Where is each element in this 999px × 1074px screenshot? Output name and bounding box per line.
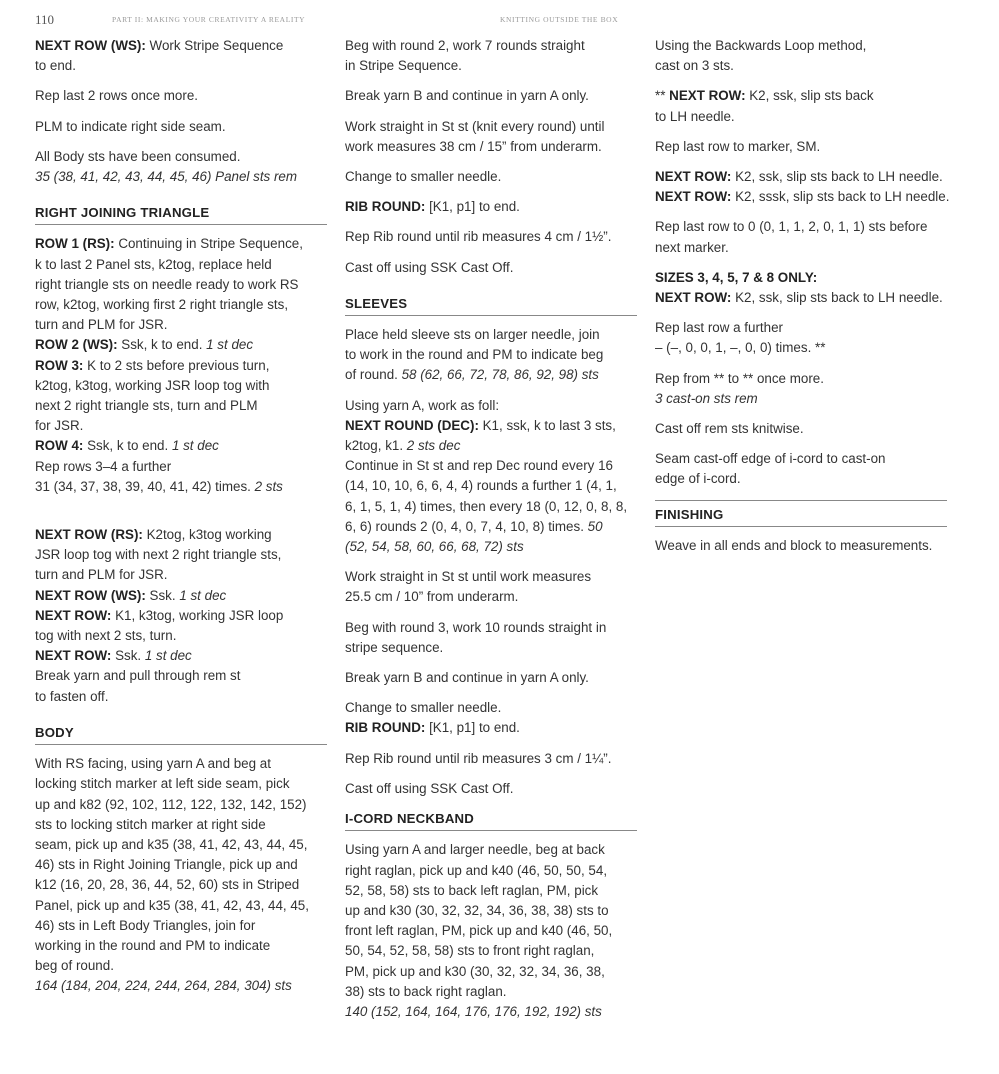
stitch-count: 1 st dec — [179, 587, 227, 603]
text: – (–, 0, 0, 1, –, 0, 0) times. ** — [655, 340, 826, 356]
text: K2, sssk, slip sts back to LH needle. — [731, 189, 950, 205]
paragraph — [655, 137, 947, 157]
section-heading-i-cord-neckband: I-CORD NECKBAND — [345, 809, 637, 831]
text: to fasten off. — [35, 688, 109, 704]
stitch-count: 1 st dec — [144, 648, 192, 664]
text: Cast off using SSK Cast Off. — [345, 780, 514, 796]
text: K1, ssk, k to last 3 sts, — [478, 417, 616, 433]
stitch-count: 58 (62, 66, 72, 78, 86, 92, 98) sts — [401, 367, 599, 383]
paragraph — [345, 840, 637, 1022]
text: ** — [655, 88, 670, 104]
stitch-count: 2 sts dec — [406, 438, 461, 454]
text: Ssk. — [111, 648, 145, 664]
paragraph — [345, 258, 637, 278]
text: Break yarn B and continue in yarn A only. — [345, 670, 589, 686]
text: PLM to indicate right side seam. — [35, 118, 226, 134]
text: 6, 6) rounds 2 (0, 4, 0, 7, 4, 10, 8) times. — [345, 518, 588, 534]
text: work measures 38 cm / 15” from underarm. — [345, 138, 602, 154]
paragraph — [345, 668, 637, 688]
paragraph — [345, 117, 637, 157]
paragraph — [345, 396, 637, 558]
text: Rep Rib round until rib measures 4 cm / 1½”. — [345, 229, 612, 245]
text: Using yarn A, work as foll: — [345, 397, 500, 413]
text: 31 (34, 37, 38, 39, 40, 41, 42) times. — [35, 478, 255, 494]
text: K2, ssk, slip sts back to LH needle. — [731, 169, 943, 185]
column-3 — [655, 36, 950, 566]
instruction-label: RIB ROUND: — [345, 199, 426, 215]
text: right raglan, pick up and k40 (46, 50, 50, 54, — [345, 862, 608, 878]
text: K2tog, k3tog working — [142, 527, 272, 543]
paragraph — [35, 117, 327, 137]
text: Using yarn A and larger needle, beg at back — [345, 842, 605, 858]
paragraph — [35, 754, 327, 996]
column-2 — [345, 36, 637, 1032]
stitch-count: 35 (38, 41, 42, 43, 44, 45, 46) Panel sts rem — [35, 169, 298, 185]
text: sts to locking stitch marker at right side — [35, 816, 266, 832]
text: k2tog, k1. — [345, 438, 407, 454]
stitch-count: 2 sts — [254, 478, 283, 494]
text: All Body sts have been consumed. — [35, 148, 241, 164]
text: 25.5 cm / 10” from underarm. — [345, 589, 519, 605]
text: k12 (16, 20, 28, 36, 44, 52, 60) sts in Striped — [35, 877, 300, 893]
text: Rep last row to marker, SM. — [655, 138, 821, 154]
text: to end. — [35, 58, 76, 74]
text: tog with next 2 sts, turn. — [35, 628, 177, 644]
text: Weave in all ends and block to measurements. — [655, 537, 933, 553]
text: 6, 1, 5, 1, 4) times, then every 18 (0, 12, 0, 8, 8, — [345, 498, 628, 514]
stitch-count: 1 st dec — [171, 438, 219, 454]
text: turn and PLM for JSR. — [35, 317, 168, 333]
paragraph — [655, 419, 947, 439]
paragraph — [35, 36, 327, 76]
text: for JSR. — [35, 418, 84, 434]
text: (14, 10, 10, 6, 6, 4, 4) rounds a further 1 (4, 1, — [345, 478, 617, 494]
text: stripe sequence. — [345, 639, 444, 655]
text: Break yarn B and continue in yarn A only. — [345, 88, 589, 104]
instruction-label: NEXT ROW: — [35, 607, 112, 623]
section-heading-right-joining-triangle: RIGHT JOINING TRIANGLE — [35, 203, 327, 225]
paragraph — [655, 86, 947, 126]
text: cast on 3 sts. — [655, 58, 734, 74]
paragraph — [655, 449, 947, 489]
instruction-label: NEXT ROW: — [655, 290, 732, 306]
instruction-label: NEXT ROW: — [655, 189, 732, 205]
text: [K1, p1] to end. — [425, 720, 520, 736]
text: locking stitch marker at left side seam, pick — [35, 776, 290, 792]
text: next marker. — [655, 239, 729, 255]
text: edge of i-cord. — [655, 471, 741, 487]
stitch-count: 3 cast-on sts rem — [655, 390, 758, 406]
text: Rep Rib round until rib measures 3 cm / 1¼”. — [345, 750, 612, 766]
instruction-label: RIB ROUND: — [345, 720, 426, 736]
text: 50, 54, 52, 58, 58) sts to front right raglan, — [345, 943, 595, 959]
paragraph — [35, 147, 327, 187]
text: of round. — [345, 367, 402, 383]
paragraph — [655, 268, 947, 308]
paragraph — [345, 567, 637, 607]
paragraph — [345, 325, 637, 386]
text: Seam cast-off edge of i-cord to cast-on — [655, 451, 886, 467]
text: JSR loop tog with next 2 right triangle sts, — [35, 547, 282, 563]
text: 46) sts in Right Joining Triangle, pick up and — [35, 857, 298, 873]
instruction-label: NEXT ROW: — [669, 88, 746, 104]
instruction-label: NEXT ROW (WS): — [35, 38, 146, 53]
text: K to 2 sts before previous turn, — [83, 357, 270, 373]
text: PM, pick up and k30 (30, 32, 32, 34, 36, 38, — [345, 963, 605, 979]
text: turn and PLM for JSR. — [35, 567, 168, 583]
section-heading-sleeves: SLEEVES — [345, 294, 637, 316]
stitch-count: 50 — [587, 518, 603, 534]
paragraph — [345, 698, 637, 738]
part-title: PART II: MAKING YOUR CREATIVITY A REALITY — [112, 15, 306, 24]
text: up and k82 (92, 102, 112, 122, 132, 142, 152) — [35, 796, 307, 812]
text: front left raglan, PM, pick up and k40 (46, 50, — [345, 923, 613, 939]
text: in Stripe Sequence. — [345, 58, 462, 74]
text: Cast off rem sts knitwise. — [655, 421, 804, 437]
text: Beg with round 3, work 10 rounds straight in — [345, 619, 607, 635]
section-heading-finishing: FINISHING — [655, 500, 947, 527]
text: beg of round. — [35, 958, 114, 974]
paragraph — [345, 227, 637, 247]
instruction-label: ROW 4: — [35, 438, 84, 454]
text: Work straight in St st until work measures — [345, 569, 592, 585]
text: k to last 2 Panel sts, k2tog, replace held — [35, 256, 272, 272]
text: to LH needle. — [655, 108, 735, 124]
book-title: KNITTING OUTSIDE THE BOX — [500, 15, 619, 24]
text: working in the round and PM to indicate — [35, 937, 271, 953]
text: Break yarn and pull through rem st — [35, 668, 241, 684]
text: seam, pick up and k35 (38, 41, 42, 43, 44, 45, — [35, 836, 308, 852]
text: 38) sts to back right raglan. — [345, 983, 507, 999]
paragraph — [345, 618, 637, 658]
text: Rep last row a further — [655, 320, 784, 336]
stitch-count: 140 (152, 164, 164, 176, 176, 192, 192) sts — [345, 1003, 602, 1019]
section-heading-body: BODY — [35, 723, 327, 745]
paragraph — [345, 749, 637, 769]
text: Panel, pick up and k35 (38, 41, 42, 43, 44, 45, — [35, 897, 309, 913]
text: next 2 right triangle sts, turn and PLM — [35, 398, 258, 414]
stitch-count: 164 (184, 204, 224, 244, 264, 284, 304) sts — [35, 978, 292, 994]
paragraph — [655, 167, 950, 207]
text: Place held sleeve sts on larger needle, join — [345, 327, 600, 343]
paragraph — [345, 167, 637, 187]
text: row, k2tog, working first 2 right triangle sts, — [35, 297, 289, 313]
paragraph — [655, 536, 947, 556]
stitch-count: 1 st dec — [206, 337, 254, 353]
text: Rep last row to 0 (0, 1, 1, 2, 0, 1, 1) sts before — [655, 219, 928, 235]
paragraph — [345, 36, 637, 76]
text: 52, 58, 58) sts to back left raglan, PM, pick — [345, 882, 599, 898]
text: K2, ssk, slip sts back — [745, 88, 874, 104]
paragraph — [35, 525, 327, 707]
sizes-label: SIZES 3, 4, 5, 7 & 8 ONLY: — [655, 269, 818, 285]
text: k2tog, k3tog, working JSR loop tog with — [35, 377, 270, 393]
text: Rep rows 3–4 a further — [35, 458, 172, 474]
paragraph — [345, 197, 637, 217]
running-head — [0, 12, 999, 32]
instruction-label: ROW 3: — [35, 357, 84, 373]
text: Change to smaller needle. — [345, 700, 502, 716]
paragraph — [655, 369, 947, 409]
text: Change to smaller needle. — [345, 169, 502, 185]
text: Ssk, k to end. — [83, 438, 172, 454]
instruction-label: NEXT ROW (RS): — [35, 527, 143, 543]
paragraph — [35, 86, 327, 106]
text: Beg with round 2, work 7 rounds straight — [345, 38, 585, 53]
text: K1, k3tog, working JSR loop — [111, 607, 284, 623]
text: Work straight in St st (knit every round) until — [345, 118, 605, 134]
text: Rep from ** to ** once more. — [655, 370, 824, 386]
instruction-label: ROW 2 (WS): — [35, 337, 118, 353]
instruction-label: NEXT ROW: — [655, 169, 732, 185]
text: right triangle sts on needle ready to work RS — [35, 276, 299, 292]
paragraph — [655, 318, 947, 358]
instruction-label: NEXT ROW (WS): — [35, 587, 146, 603]
text: Continuing in Stripe Sequence, — [114, 236, 303, 252]
text: up and k30 (30, 32, 32, 34, 36, 38, 38) sts to — [345, 902, 609, 918]
page-number: 110 — [35, 12, 55, 27]
instruction-label: ROW 1 (RS): — [35, 236, 115, 252]
stitch-count: (52, 54, 58, 60, 66, 68, 72) sts — [345, 539, 524, 555]
text: Continue in St st and rep Dec round every 16 — [345, 458, 613, 474]
text: With RS facing, using yarn A and beg at — [35, 756, 271, 772]
text: [K1, p1] to end. — [425, 199, 520, 215]
column-1 — [35, 36, 327, 1007]
text: Ssk, k to end. — [117, 337, 207, 353]
text: to work in the round and PM to indicate beg — [345, 347, 604, 363]
text: Ssk. — [145, 587, 180, 603]
text: 46) sts in Left Body Triangles, join for — [35, 917, 256, 933]
instruction-label: NEXT ROW: — [35, 648, 112, 664]
text: Using the Backwards Loop method, — [655, 38, 867, 53]
text: K2, ssk, slip sts back to LH needle. — [731, 290, 943, 306]
paragraph — [655, 36, 947, 76]
text: Cast off using SSK Cast Off. — [345, 259, 514, 275]
paragraph — [35, 234, 327, 497]
instruction-label: NEXT ROUND (DEC): — [345, 417, 479, 433]
paragraph — [345, 779, 637, 799]
paragraph — [345, 86, 637, 106]
paragraph — [655, 217, 947, 257]
text: Work Stripe Sequence — [145, 38, 284, 53]
text: Rep last 2 rows once more. — [35, 88, 198, 104]
